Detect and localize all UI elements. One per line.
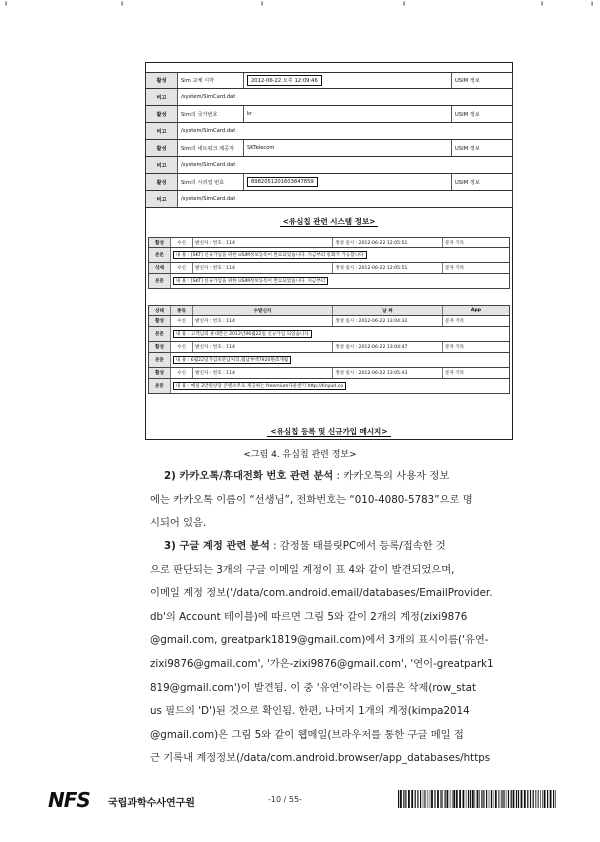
usim-system-table bbox=[145, 72, 513, 208]
text-span: : 감정물 태블릿PC에서 등록/접속한 것 bbox=[269, 540, 446, 552]
barcode-bar bbox=[463, 790, 465, 808]
body-label: 본문 bbox=[149, 353, 171, 367]
field-name: Sim의 네트워크 제공자 bbox=[178, 140, 244, 156]
barcode-bar bbox=[453, 790, 455, 808]
message-time: 생성 일시 : 2012-06-22 12:05:51 bbox=[333, 238, 443, 247]
row-label: 비고 bbox=[146, 123, 178, 139]
barcode-bar bbox=[398, 790, 399, 808]
text-line: zixi9876@gmail.com', '가은-zixi9876@gmail.com', '연이-greatpark1 bbox=[150, 657, 494, 670]
message-sender: 발신자 : 번호 : 114 bbox=[193, 238, 333, 247]
body-label: 본문 bbox=[149, 327, 171, 341]
barcode-bar bbox=[513, 790, 515, 808]
field-category: USIM 정보 bbox=[455, 111, 480, 118]
barcode-bar bbox=[527, 790, 528, 808]
note-row bbox=[145, 157, 513, 174]
note-row bbox=[145, 191, 513, 208]
barcode-bar bbox=[420, 790, 421, 808]
file-path: /system/SimCard.dat bbox=[181, 94, 236, 100]
barcode-bar bbox=[493, 790, 494, 808]
barcode-bar bbox=[475, 790, 476, 808]
barcode-bar bbox=[405, 790, 406, 808]
message-direction: 수신 bbox=[171, 368, 193, 378]
message-time: 생성 일시 : 2012-06-22 13:04:32 bbox=[333, 316, 443, 326]
barcode-bar bbox=[555, 790, 556, 808]
barcode-icon bbox=[398, 790, 558, 808]
message-meta-row bbox=[148, 316, 510, 327]
barcode-bar bbox=[415, 790, 416, 808]
barcode-bar bbox=[442, 790, 443, 808]
message-body bbox=[171, 379, 509, 393]
barcode-bar bbox=[516, 790, 517, 808]
barcode-bar bbox=[426, 790, 427, 808]
barcode-bar bbox=[452, 790, 453, 808]
nfs-logo: NFS bbox=[48, 788, 90, 812]
barcode-bar bbox=[431, 790, 433, 808]
page-number: -10 / 55- bbox=[268, 795, 302, 804]
message-text: 내 용 : [SKT] 신규가입을 위한 USIM정보등록이 완료되었습니다. 지금부터 통화가 가능합니다 bbox=[173, 251, 367, 259]
note-row bbox=[145, 89, 513, 106]
barcode-bar bbox=[501, 790, 502, 808]
barcode-bar bbox=[400, 790, 402, 808]
barcode-bar bbox=[500, 790, 501, 808]
page-footer bbox=[48, 788, 558, 812]
message-status: 삭제 bbox=[149, 263, 171, 273]
message-body-row bbox=[148, 353, 510, 368]
field-value: kr bbox=[244, 106, 452, 122]
barcode-bar bbox=[504, 790, 505, 808]
text-line: 이메일 계정 정보('/data/com.android.email/databases/EmailProvider. bbox=[150, 587, 493, 600]
barcode-bar bbox=[508, 790, 509, 808]
barcode-bar bbox=[479, 790, 480, 808]
field-value bbox=[244, 73, 452, 88]
table-row bbox=[145, 140, 513, 157]
message-header-row bbox=[148, 305, 510, 316]
header-date: 날 짜 bbox=[333, 306, 443, 315]
text-line: 819@gmail.com')이 발견됨. 이 중 '유연'이라는 이름은 삭제(row_stat bbox=[150, 681, 477, 694]
message-body bbox=[171, 327, 509, 341]
message-category: 문자 기록 bbox=[445, 319, 465, 324]
message-status: 활성 bbox=[149, 238, 171, 247]
barcode-bar bbox=[459, 790, 461, 808]
header-party: 수발신자 bbox=[193, 306, 333, 315]
scan-mark: ╹ bbox=[4, 2, 9, 10]
message-sender: 발신자 : 번호 : 114 bbox=[193, 342, 333, 352]
field-category: USIM 정보 bbox=[455, 145, 480, 152]
figure-title: <그림 4. 유심칩 관련 정보> bbox=[243, 450, 357, 460]
barcode-bar bbox=[434, 790, 435, 808]
barcode-bar bbox=[518, 790, 519, 808]
message-body-row bbox=[148, 327, 510, 342]
row-label: 활성 bbox=[146, 174, 178, 190]
barcode-bar bbox=[521, 790, 523, 808]
field-name: Sim 교체 시각 bbox=[178, 73, 244, 88]
field-value bbox=[244, 174, 452, 190]
barcode-bar bbox=[550, 790, 552, 808]
highlight-box: 2012-06-22 오후 12:09:46 bbox=[247, 75, 322, 86]
text-line bbox=[150, 465, 525, 489]
message-status: 활성 bbox=[149, 342, 171, 352]
message-direction: 수신 bbox=[171, 238, 193, 247]
note-row bbox=[145, 123, 513, 140]
message-text: 내 용 : 매일 2만원상당 콘텐츠무료 제공하는 freemium다운받기 http://tinyurl.co bbox=[173, 382, 346, 390]
barcode-bar bbox=[466, 790, 467, 808]
scan-mark: ╹ bbox=[402, 2, 407, 10]
message-status: 활성 bbox=[149, 368, 171, 378]
body-label: 본문 bbox=[149, 274, 171, 288]
barcode-bar bbox=[477, 790, 479, 808]
message-body-row bbox=[148, 248, 510, 263]
barcode-bar bbox=[538, 790, 539, 808]
field-category: USIM 정보 bbox=[455, 179, 480, 186]
message-time: 생성 일시 : 2012-06-22 12:05:51 bbox=[333, 263, 443, 273]
barcode-bar bbox=[511, 790, 512, 808]
barcode-bar bbox=[430, 790, 431, 808]
barcode-bar bbox=[544, 790, 546, 808]
barcode-bar bbox=[440, 790, 441, 808]
row-label: 활성 bbox=[146, 106, 178, 122]
scan-mark: ╹ bbox=[540, 2, 545, 10]
file-path: /system/SimCard.dat bbox=[181, 196, 236, 202]
message-direction: 수신 bbox=[171, 342, 193, 352]
barcode-bar bbox=[423, 790, 424, 808]
table-row bbox=[145, 174, 513, 191]
text-line: us 필드의 'D')된 것으로 확인됨. 한편, 나머지 1개의 계정(kimpa2014 bbox=[150, 705, 470, 718]
message-table-2 bbox=[148, 305, 510, 394]
body-label: 본문 bbox=[149, 379, 171, 393]
message-time: 생성 일시 : 2012-06-22 13:05:43 bbox=[333, 368, 443, 378]
scan-mark: ╹ bbox=[260, 2, 265, 10]
text-line: @gmail.com)은 그림 5와 같이 웹메일(브라우저를 통한 구글 메일 접 bbox=[150, 728, 464, 741]
message-direction: 수신 bbox=[171, 263, 193, 273]
scan-artifacts bbox=[0, 0, 600, 12]
message-category: 문자 기록 bbox=[445, 240, 465, 246]
section-heading: 3) 구글 계정 관련 분석 bbox=[164, 540, 270, 552]
message-status: 활성 bbox=[149, 316, 171, 326]
scan-mark: ╹ bbox=[120, 2, 125, 10]
highlight-box: 8982051201603847859 bbox=[247, 177, 318, 187]
barcode-bar bbox=[456, 790, 458, 808]
barcode-bar bbox=[481, 790, 482, 808]
text-line: 에는 카카오톡 이름이 “선생님”, 전화번호는 “010-4080-5783”으로 명 bbox=[150, 493, 473, 506]
barcode-bar bbox=[498, 790, 499, 808]
barcode-bar bbox=[537, 790, 538, 808]
barcode-bar bbox=[428, 790, 429, 808]
message-body bbox=[171, 274, 509, 288]
barcode-bar bbox=[437, 790, 439, 808]
header-app: App bbox=[443, 306, 509, 315]
paragraph-kakaotalk bbox=[150, 465, 525, 536]
message-meta-row bbox=[148, 263, 510, 274]
barcode-bar bbox=[403, 790, 404, 808]
message-table-1 bbox=[148, 237, 510, 289]
message-body-row bbox=[148, 274, 510, 289]
message-category: 문자 기록 bbox=[445, 371, 465, 376]
barcode-bar bbox=[483, 790, 484, 808]
message-meta-row bbox=[148, 368, 510, 379]
row-label: 비고 bbox=[146, 191, 178, 207]
barcode-bar bbox=[417, 790, 418, 808]
message-direction: 수신 bbox=[171, 316, 193, 326]
field-category: USIM 정보 bbox=[455, 78, 480, 84]
text-line: 근 기록내 계정정보(/data/com.android.browser/app_databases/https bbox=[150, 752, 491, 765]
message-time: 생성 일시 : 2012-06-22 13:04:47 bbox=[333, 342, 443, 352]
body-label: 본문 bbox=[149, 248, 171, 262]
text-span: : 카카오톡의 사용자 정보 bbox=[333, 470, 450, 482]
barcode-bar bbox=[524, 790, 526, 808]
scan-mark: ╹ bbox=[590, 2, 595, 10]
header-type: 종류 bbox=[171, 306, 193, 315]
field-value: SKTelecom bbox=[244, 140, 452, 156]
barcode-bar bbox=[547, 790, 548, 808]
paragraph-google-account bbox=[150, 535, 525, 771]
file-path: /system/SimCard.dat bbox=[181, 128, 236, 134]
table-row bbox=[145, 106, 513, 123]
barcode-bar bbox=[470, 790, 471, 808]
row-label: 비고 bbox=[146, 157, 178, 173]
barcode-bar bbox=[553, 790, 554, 808]
caption-text: <유심칩 등록 및 신규가입 메시지> bbox=[267, 427, 390, 437]
system-table-caption bbox=[145, 216, 513, 227]
message-category: 문자 기록 bbox=[445, 345, 465, 350]
table-row bbox=[145, 72, 513, 89]
row-label: 비고 bbox=[146, 89, 178, 105]
barcode-bar bbox=[472, 790, 474, 808]
barcode-bar bbox=[502, 790, 503, 808]
barcode-bar bbox=[491, 790, 492, 808]
message-sender: 발신자 : 번호 : 114 bbox=[193, 368, 333, 378]
row-label: 활성 bbox=[146, 73, 178, 88]
barcode-bar bbox=[489, 790, 490, 808]
barcode-bar bbox=[445, 790, 446, 808]
barcode-bar bbox=[408, 790, 410, 808]
barcode-bar bbox=[533, 790, 534, 808]
barcode-bar bbox=[530, 790, 531, 808]
barcode-bar bbox=[468, 790, 469, 808]
message-text: 내 용 : [SKT] 신규가입을 위한 USIM정보등록이 완료되었습니다. 지금부터 bbox=[173, 277, 328, 285]
caption-text: <유심칩 관련 시스템 정보> bbox=[280, 217, 379, 227]
message-text: 내 용 : 고객님의 휴대폰은 2012년06월22일 신규가입 되었습니다 bbox=[173, 330, 312, 338]
message-sender: 발신자 : 번호 : 114 bbox=[193, 263, 333, 273]
barcode-bar bbox=[447, 790, 449, 808]
message-sender: 발신자 : 번호 : 114 bbox=[193, 316, 333, 326]
barcode-bar bbox=[540, 790, 541, 808]
barcode-bar bbox=[450, 790, 451, 808]
message-meta-row bbox=[148, 342, 510, 353]
text-line bbox=[150, 535, 525, 559]
text-line: 시되어 있음. bbox=[150, 517, 207, 530]
barcode-bar bbox=[486, 790, 487, 808]
header-status: 상태 bbox=[149, 306, 171, 315]
barcode-bar bbox=[506, 790, 507, 808]
message-table-caption bbox=[145, 426, 513, 437]
barcode-bar bbox=[424, 790, 425, 808]
barcode-bar bbox=[535, 790, 536, 808]
message-text: 내 용 : 6월22일가입비분납처리,월납부액7920원/5개월 bbox=[173, 356, 291, 364]
text-line: 으로 판단되는 3개의 구글 이메일 계정이 표 4와 같이 발견되었으며, bbox=[150, 563, 455, 576]
field-name: Sim의 시리얼 번호 bbox=[178, 174, 244, 190]
message-body bbox=[171, 248, 509, 262]
message-meta-row bbox=[148, 237, 510, 248]
section-heading: 2) 카카오톡/휴대전화 번호 관련 분석 bbox=[164, 470, 334, 482]
barcode-bar bbox=[542, 790, 543, 808]
text-line: @gmail.com, greatpark1819@gmail.com)에서 3개의 표시이름('유연- bbox=[150, 634, 489, 647]
message-category: 문자 기록 bbox=[445, 266, 465, 271]
message-body bbox=[171, 353, 509, 367]
file-path: /system/SimCard.dat bbox=[181, 162, 236, 168]
barcode-bar bbox=[495, 790, 497, 808]
text-line: db'의 Account 테이블)에 따르면 그림 5와 같이 2개의 계정(zixi9876 bbox=[150, 610, 468, 623]
message-body-row bbox=[148, 379, 510, 394]
barcode-bar bbox=[411, 790, 413, 808]
organization-name: 국립과학수사연구원 bbox=[108, 798, 195, 809]
field-name: Sim의 국가번호 bbox=[178, 106, 244, 122]
row-label: 활성 bbox=[146, 140, 178, 156]
